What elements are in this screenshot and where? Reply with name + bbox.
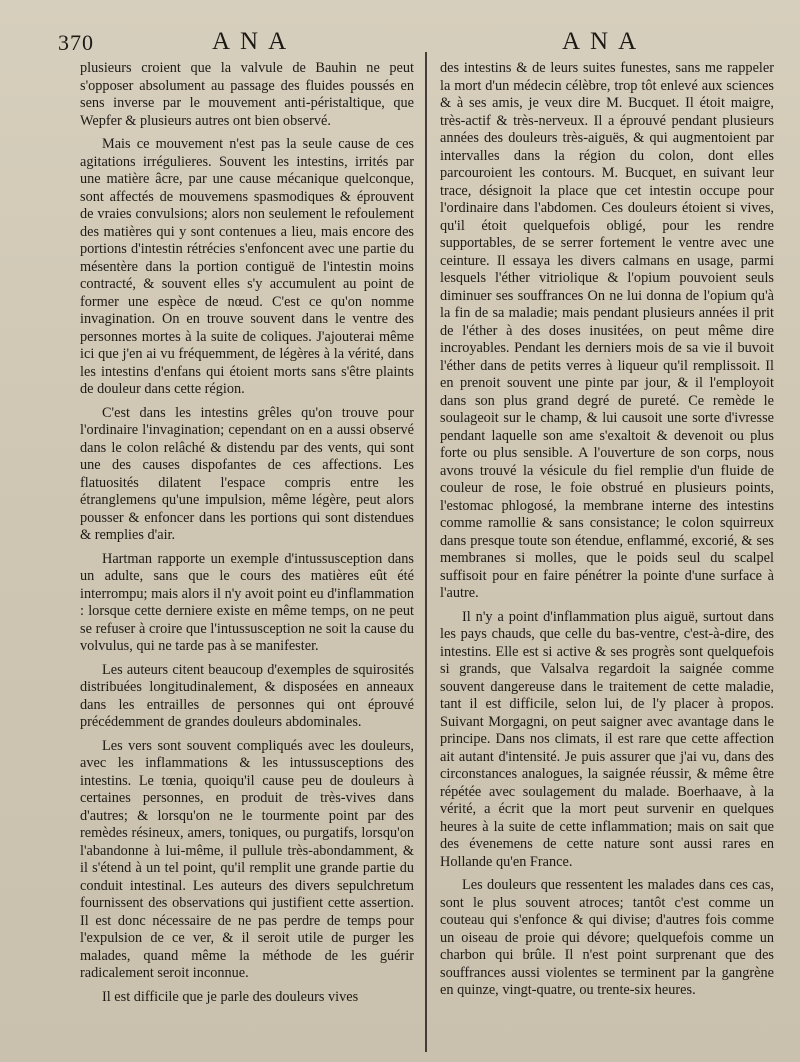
- paragraph: Il n'y a point d'inflammation plus aiguë, surtout dans les pays chauds, que celle du bas-ventre, c'est-à-dire, des intestins. Elle est si active & ses progrès sont quelquefois si grands, que Valsalva regardoit la saignée comme souvent dangereuse dans le traitement de cette maladie, tant il est difficile, selon lui, de l'y placer à propos. Suivant Morgagni, on peut saigner avec avantage dans le principe. Dans nos climats, il est rare que cette affection ait autant d'intensité. Je puis assurer que j'ai vu, dans des circonstances analogues, la saignée réussir, & même être répétée avec soulagement du malade. Boerhaave, à la vérité, a écrit que la mort peut survenir en quelques heures à la suite de cette inflammation; mais on sait que des évenemens de cette nature sont aussi rares en Hollande qu'en France.: [440, 608, 774, 870]
- running-head-left: ANA: [212, 28, 297, 55]
- paragraph: Mais ce mouvement n'est pas la seule cause de ces agitations irrégulieres. Souvent les intestins, irrités par une matière âcre, par une cause mécanique quelconque, sont affectés de mouvemens spasmodiques & éprouvent de vraies convulsions; alors non seulement le refoulement des matières qui y sont contenues a lieu, mais encore des portions d'intestin rétrécies s'enfoncent avec une partie du mésentère dans la portion contiguë de l'intestin moins contracté, & souvent elles s'y accumulent au point de former une espèce de nœud. C'est ce qu'on nomme invagination. On en trouve souvent dans le ventre des personnes mortes à la suite de coliques. J'ajouterai même ici que j'en ai vu fréquemment, de légères à la vérité, dans les intestins d'enfans qui étoient morts sans s'être plaints de douleur dans cette région.: [80, 136, 414, 397]
- running-head-right: ANA: [562, 28, 647, 55]
- paragraph: C'est dans les intestins grêles qu'on trouve pour l'ordinaire l'invagination; cependant on en a aussi observé dans le colon relâché & distendu par des vents, qui sont une des causes dispofantes de ces affections. Les flatuosités dilatent l'espace compris entre les étranglemens qu'une impulsion, même légère, peut alors pousser & enfoncer dans les portions qui sont distendues & remplies d'air.: [80, 404, 414, 543]
- paragraph: Les auteurs citent beaucoup d'exemples de squirosités distribuées longitudinalement, & disposées en anneaux dans les entrailles de personnes qui ont éprouvé précédemment de grandes douleurs abdominales.: [80, 661, 414, 730]
- page-header: [0, 24, 800, 64]
- left-column: [80, 60, 414, 1012]
- right-column: [440, 60, 774, 1006]
- paragraph: Les vers sont souvent compliqués avec les douleurs, avec les inflammations & les intussusceptions des intestins. Le tœnia, quoiqu'il cause peu de douleurs à certaines personnes, en produit de très-vives dans d'autres; & lorsqu'on ne le tourmente point par des remèdes résineux, amers, toniques, ou purgatifs, lorsqu'on l'abandonne à lui-même, il pullule très-abondamment, & il s'étend à un tel point, qu'il remplit une grande partie du conduit intestinal. Les auteurs des divers sepulchretum fournissent des observations qui justifient cette assertion. Il est donc nécessaire de ne pas perdre de temps pour l'expulsion de ce ver, & il seroit utile de purger les malades, quand même la méthode de les guérir radicalement seroit inconnue.: [80, 737, 414, 981]
- page-number: 370: [58, 30, 94, 55]
- paragraph: Hartman rapporte un exemple d'intussusception dans un adulte, sans que le cours des matières eût été interrompu; mais alors il n'y avoit point eu d'inflammation : lorsque cette derniere existe en même temps, on ne peut se refuser à croire que l'intussusception ne soit la cause du volvulus, qui ne tarde pas à se manifester.: [80, 550, 414, 654]
- paragraph: des intestins & de leurs suites funestes, sans me rappeler la mort d'un médecin célèbre, trop tôt enlevé aux sciences & à ses amis, je veux dire M. Bucquet. Il étoit maigre, très-actif & très-nerveux. Il a éprouvé pendant plusieurs années des douleurs très-aiguës, & qui augmentoient par intervalles dans la région du colon, dont elles parcouroient les contours. M. Bucquet, en suivant leur trace, désignoit la place que cet intestin occupe pour l'ordinaire dans l'abdomen. Ces douleurs étoient si vives, qu'il étoit quelquefois obligé, pour les rendre supportables, de se serrer fortement le ventre avec une ceinture. Il essaya les divers calmans en usage, parmi lesquels l'éther vitriolique & l'opium pouvoient seuls diminuer ses souffrances On ne lui donna de l'opium qu'à la fin de sa maladie; mais pendant plusieurs années il prit de l'éther à des doses inusitées, on peut même dire incroyables. Pendant les derniers mois de sa vie il buvoit l'éther dans de petits verres à liqueur qu'il remplissoit. Il en prenoit souvent une pinte par jour, & il l'employoit dans son plus grand degré de pureté. Ce remède le soulageoit sur le champ, & lui causoit une sorte d'ivresse pendant laquelle son ame s'exaltoit & devenoit ou plus forte ou plus sensible. A l'ouverture de son corps, nous avons trouvé la vésicule du fiel remplie d'un fluide de couleur de rose, le foie obstrué en plusieurs points, l'estomac phlogosé, la membrane interne des intestins comme ramollie & sans consistance; le colon squirreux dans presque toute son étendue, enflammé, excorié, & ses membranes si molles, que le poids seul du scalpel suffisoit pour en faire pénétrer la pointe d'une surface à l'autre.: [440, 60, 774, 601]
- paragraph: plusieurs croient que la valvule de Bauhin ne peut s'opposer absolument au passage des fluides poussés en sens inverse par le mouvement anti-péristaltique, que Wepfer & plusieurs autres ont bien observé.: [80, 60, 414, 129]
- paragraph: Les douleurs que ressentent les malades dans ces cas, sont le plus souvent atroces; tantôt c'est comme un couteau qui s'enfonce & qui divise; d'autres fois comme un oiseau de proie qui dévore; quelquefois comme un charbon qui brûle. Il n'est point surprenant que des souffrances aussi violentes se terminent par la gangrène en quinze, vingt-quatre, ou trente-six heures.: [440, 877, 774, 998]
- column-divider: [425, 52, 427, 1052]
- paragraph: Il est difficile que je parle des douleurs vives: [102, 988, 359, 1005]
